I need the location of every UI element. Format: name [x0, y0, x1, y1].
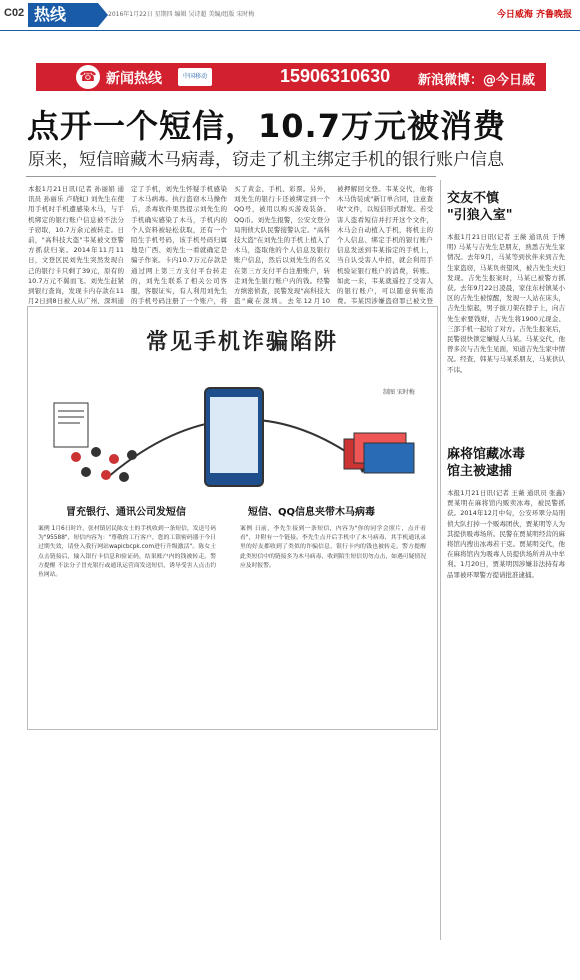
- crowd-icon: [46, 397, 156, 487]
- section-label: 热线: [28, 3, 98, 27]
- weibo-handle: 新浪微博：@今日威海: [418, 73, 536, 107]
- illustration-title: 常见手机诈骗陷阱: [146, 329, 339, 355]
- page-number: C02: [4, 7, 25, 19]
- money-icon: [340, 425, 418, 477]
- sidebar-story1-text: 本报1月21日讯(记者 王薇 通讯员 于博明) 马某与吉先生是朋友，熟悉吉先生家情况。去年9月，马某等到伙伴来到吉先生家盗窃，马某负责望风，被吉先生夫妇发现。吉先生报案时，马某已被警方抓获。去年9月22日凌晨，家住东村镇某小区的吉先生被惊醒，发现一人站在床头，吉先生惊起，男子拔刀架在脖子上，向吉先生索要钱财，吉先生将1900元现金、三部手机一起给了对方。吉先生报案后，民警很快锁定嫌疑人马某。马某交代，他曾多次与吉先生见面，知道吉先生家中情况。经查，韩某与马某系朋友，马某供认不讳。: [447, 233, 565, 374]
- caption-trojan: 短信、QQ信息夹带木马病毒: [248, 507, 376, 518]
- illustration-credit: 制图 宋时梅: [383, 389, 415, 396]
- caption-bank-sms: 冒充银行、通讯公司发短信: [66, 507, 186, 518]
- article-subhead: 原来，短信暗藏木马病毒，窃走了机主绑定手机的银行账户信息: [28, 150, 504, 170]
- article-column-1: 本报1月21日讯(记者 孙丽娟 通讯员 孙丽乐 卢晓虹) 刘先生在使用手机时手机遭感染木马，与手机绑定的银行账户信息被不法分子窃取，10.7万余元被转走。日前，"高科技大盗"韦某被文登警方抓获归案。2014年11月11日，文登区民刘先生突然发现自己的银行卡只剩了39元，原有的10.7万元不翼而飞。刘先生赶紧到银行查询，发现卡内存款在11月2日到8日被人从广州、深圳通: [28, 185, 124, 306]
- page-header: [0, 0, 580, 30]
- hotline-banner: [36, 63, 546, 107]
- sidebar-story2-title: 麻将馆藏冰毒 馆主被逮捕: [447, 447, 526, 479]
- sidebar-story2-text: 本报1月21日讯(记者 王薇 通讯员 张鑫) 贾某明在麻将馆内贩卖冰毒，被民警抓获。2014年12月中旬，公安环翠分局刑侦大队打掉一个贩毒团伙，贾某明等人为其提供吸毒场所。民警在贾某明经营的麻将馆内搜出冰毒若干克。贾某明交代，他在麻将馆内为吸毒人员提供场所并从中牟利。1月20日，贾某明因涉嫌非法持有毒品罪被环翠警方提请批准逮捕。: [447, 489, 565, 579]
- hotline-phone: 15906310630: [280, 66, 391, 86]
- masthead: 今日威海 齐鲁晚报: [496, 10, 572, 20]
- sidebar-divider: [440, 180, 441, 940]
- edition-meta: 2016年1月22日 星期四 编辑 吴诗超 美编/组版 宋时梅: [108, 11, 255, 18]
- headline-rule: [26, 176, 436, 177]
- article-column-3: 买了黄金、手机、彩票。另外，刘先生的银行卡还被绑定到一个QQ号，被用以购买游戏装备、QQ币。刘先生报警，公安文登分局刑侦大队民警接警认定。"高科技大盗"在刘先生的手机上植入了木马，盗取他的个人信息及银行账户信息，然后以刘先生的名义在第三方支付平台注册账户，转走刘先生银行账户内的钱。经警方缜密侦查，民警发现"高科技大盗"藏在深圳。去年12月10: [234, 185, 330, 306]
- mascot-icon: ☎: [76, 65, 100, 89]
- sidebar: [447, 180, 565, 375]
- china-mobile-logo: 中国移动: [178, 68, 212, 86]
- article-headline: 点开一个短信，10.7万元被消费: [27, 107, 506, 145]
- case-text-2: 案例 日前，李先生接到一条短信，内容为"你的同学会照片，点开看看"，并附有一个链接。李先生点开后手机中了木马病毒，其手机通讯录里的好友都收到了类似的诈骗信息，银行卡内的钱也被转走。警方提醒 此类短信中的链接多为木马病毒，收到陌生短信切勿点击，如遇可疑情况应及时报警。: [240, 526, 426, 569]
- banner-label: 新闻热线: [106, 71, 162, 87]
- article-column-4: 被押解回文登。韦某交代，他将木马伪装成"新订单合同，注意查收"文件，以短信形式群发。若受害人盗看短信并打开这个文件，木马会自动植入手机，将机主的个人信息、绑定手机的银行账户信息发送到韦某指定的手机上，当自认受害人中招，就会利用手机验证银行账户的消费，转账。如此一来，韦某就遥控了受害人的银行账户，可以随意转账消费。韦某因涉嫌盗窃罪已被文登: [337, 185, 433, 306]
- case-text-1: 案例 1月6日时许，张村镇居民陈女士的手机收到一条短信，发送号码为"95588"，短信内容为："尊敬的工行客户，您的工银密码器于今日过期失效，请登入我行网站wapicbcpk.com进行升级激活"。陈女士点击链接后，输入银行卡信息和验证码，结果账户内的钱被转走。警方提醒 不法分子冒充银行或通讯运营商发送短信，诱导受害人点击钓鱼网站。: [38, 526, 216, 579]
- scam-illustration: [27, 306, 438, 730]
- article-column-2: 定了手机，刘先生怀疑手机感染了木马病毒。执行盗窃木马操作后，杀毒软件果然提示刘先生的手机确实感染了木马，手机内的个人资料被轻松获取，还有一个陌生手机号码，该手机号码归属地是广西、刘先生一看就确定是骗子作案。卡内10.7万元存款是通过网上第三方支付平台转走的，刘先生联系了相关公司客服，客服证实，有人利用刘先生的手机号码注册了一个账户，将: [131, 185, 227, 306]
- header-rule: [0, 30, 580, 31]
- phone-icon: [204, 387, 264, 487]
- sidebar-story1-title: 交友不慎 "引狼入室": [447, 191, 513, 223]
- sidebar-2: [447, 446, 565, 580]
